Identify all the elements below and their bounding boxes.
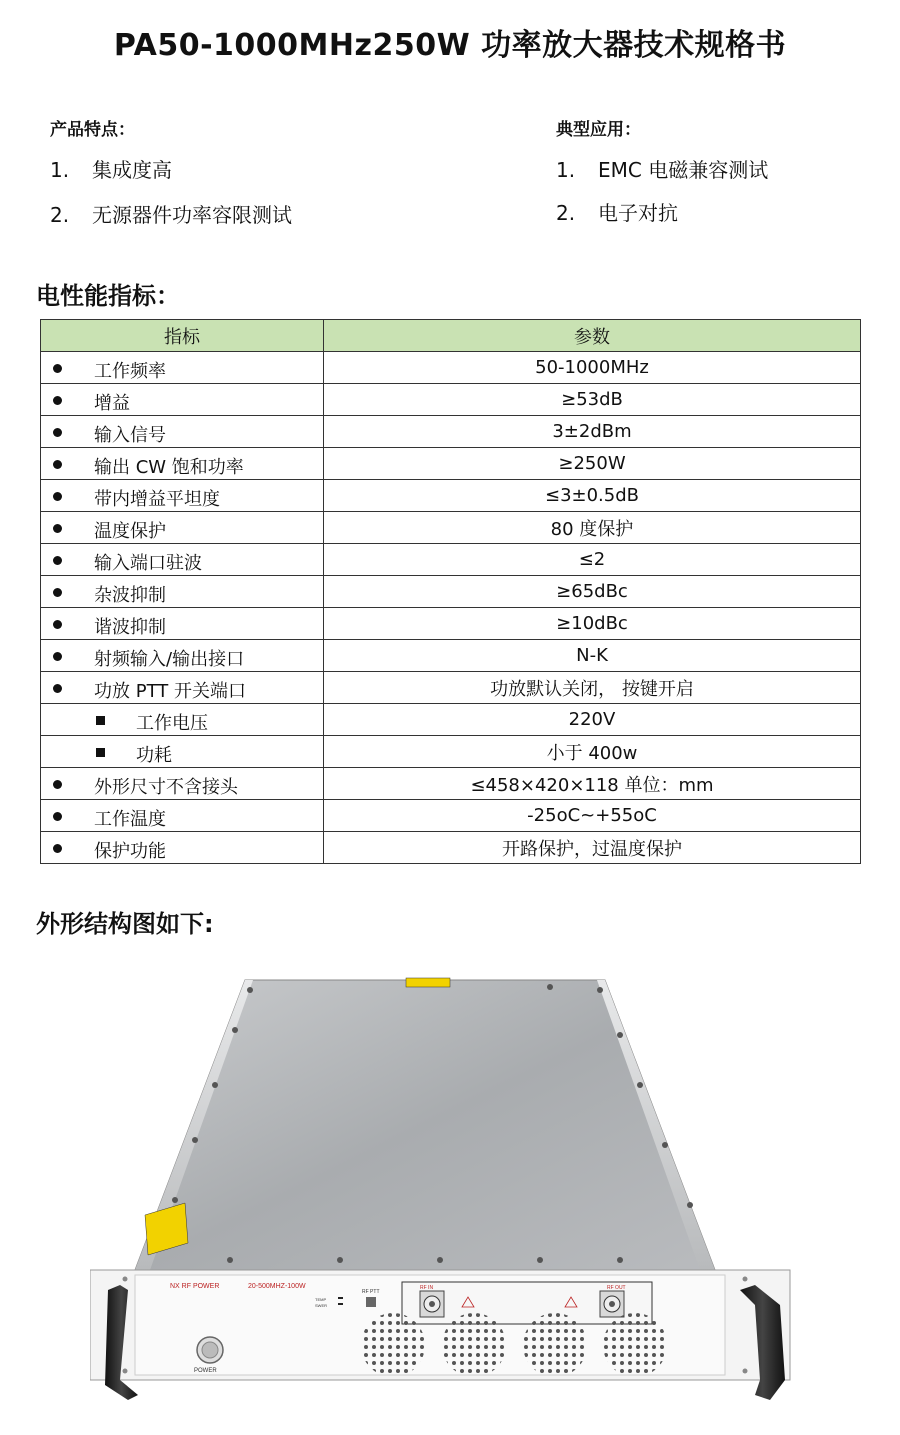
table-row <box>41 352 861 384</box>
bullet-icon <box>53 812 62 821</box>
row-label: 保护功能 <box>94 841 166 862</box>
table-row <box>41 832 861 864</box>
bullet-icon <box>53 684 62 693</box>
bullet-icon <box>53 428 62 437</box>
table-row <box>41 800 861 832</box>
table-header-row <box>41 320 861 352</box>
square-bullet-icon <box>96 748 105 757</box>
bullet-icon <box>53 780 62 789</box>
row-value: 开路保护，过温度保护 <box>324 832 861 864</box>
panel-rf-out: RF OUT <box>607 1285 626 1291</box>
row-label: 谐波抑制 <box>94 617 166 638</box>
panel-rf-in: RF IN <box>420 1285 434 1291</box>
row-label: 工作频率 <box>94 361 166 382</box>
bullet-icon <box>53 588 62 597</box>
bullet-icon <box>53 492 62 501</box>
row-label: 输入端口驻波 <box>94 553 202 574</box>
table-row <box>41 576 861 608</box>
row-value: ≤2 <box>324 544 861 576</box>
bullet-icon <box>53 652 62 661</box>
bullet-icon <box>53 556 62 565</box>
bullet-icon <box>53 620 62 629</box>
warning-sticker <box>406 978 450 987</box>
row-label: 工作电压 <box>136 713 208 734</box>
row-label: 工作温度 <box>94 809 166 830</box>
feature-text: 无源器件功率容限测试 <box>92 203 292 227</box>
row-label: 外形尺寸不含接头 <box>94 777 238 798</box>
application-item <box>556 154 768 183</box>
bullet-icon <box>53 844 62 853</box>
table-row <box>41 448 861 480</box>
table-row <box>41 704 861 736</box>
panel-temp: TEMP <box>315 1297 327 1302</box>
application-number: 1. <box>556 158 576 182</box>
bullet-icon <box>53 396 62 405</box>
row-value: ≤3±0.5dB <box>324 480 861 512</box>
row-label: 输入信号 <box>94 425 166 446</box>
feature-item <box>50 154 172 183</box>
row-label: 温度保护 <box>94 521 166 542</box>
power-label: POWER <box>194 1368 217 1374</box>
structure-heading: 外形结构图如下: <box>36 910 214 938</box>
application-text: 电子对抗 <box>598 201 678 225</box>
row-label: 杂波抑制 <box>94 585 166 606</box>
page-title: PA50-1000MHz250W 功率放大器技术规格书 <box>113 28 787 63</box>
header-indicator: 指标 <box>41 320 324 352</box>
feature-number: 2. <box>50 203 70 227</box>
amplifier-device-image <box>90 975 810 1415</box>
bullet-icon <box>53 524 62 533</box>
table-row <box>41 416 861 448</box>
row-label: 射频输入/输出接口 <box>94 649 245 670</box>
table-row <box>41 672 861 704</box>
feature-item <box>50 199 292 228</box>
row-value: ≥10dBc <box>324 608 861 640</box>
table-row <box>41 480 861 512</box>
row-value: N-K <box>324 640 861 672</box>
row-value: 80 度保护 <box>324 512 861 544</box>
ptt-switch[interactable] <box>366 1297 376 1307</box>
square-bullet-icon <box>96 716 105 725</box>
table-row <box>41 384 861 416</box>
panel-swr: SWER <box>315 1303 327 1308</box>
row-label: 功放 PTT 开关端口 <box>94 681 246 702</box>
application-item <box>556 197 678 226</box>
table-row <box>41 544 861 576</box>
bullet-icon <box>53 364 62 373</box>
row-value: ≥65dBc <box>324 576 861 608</box>
device-top-cover <box>135 980 715 1270</box>
features-label: 产品特点： <box>50 120 135 140</box>
row-value: 220V <box>324 704 861 736</box>
panel-model: 20-500MHZ-100W <box>248 1283 306 1290</box>
row-value: 50-1000MHz <box>324 352 861 384</box>
row-value: -25oC~+55oC <box>324 800 861 832</box>
header-parameter: 参数 <box>324 320 861 352</box>
row-label: 输出 CW 饱和功率 <box>94 457 244 478</box>
applications-label: 典型应用： <box>556 120 641 140</box>
table-row <box>41 608 861 640</box>
bullet-icon <box>53 460 62 469</box>
row-value: 小于 400w <box>324 736 861 768</box>
row-value: ≤458×420×118 单位：mm <box>324 768 861 800</box>
table-row <box>41 512 861 544</box>
row-label: 带内增益平坦度 <box>94 489 220 510</box>
application-text: EMC 电磁兼容测试 <box>598 158 769 182</box>
electrical-heading: 电性能指标： <box>36 282 180 310</box>
row-value: ≥53dB <box>324 384 861 416</box>
panel-rf-ptt: RF PTT <box>362 1289 380 1295</box>
row-label: 增益 <box>94 393 130 414</box>
table-row <box>41 640 861 672</box>
feature-text: 集成度高 <box>92 158 172 182</box>
table-row <box>41 768 861 800</box>
spec-table <box>40 319 861 864</box>
application-number: 2. <box>556 201 576 225</box>
row-label: 功耗 <box>136 745 172 766</box>
row-value: 功放默认关闭， 按键开启 <box>324 672 861 704</box>
panel-brand: NX RF POWER <box>170 1283 220 1290</box>
feature-number: 1. <box>50 158 70 182</box>
row-value: ≥250W <box>324 448 861 480</box>
table-row <box>41 736 861 768</box>
row-value: 3±2dBm <box>324 416 861 448</box>
